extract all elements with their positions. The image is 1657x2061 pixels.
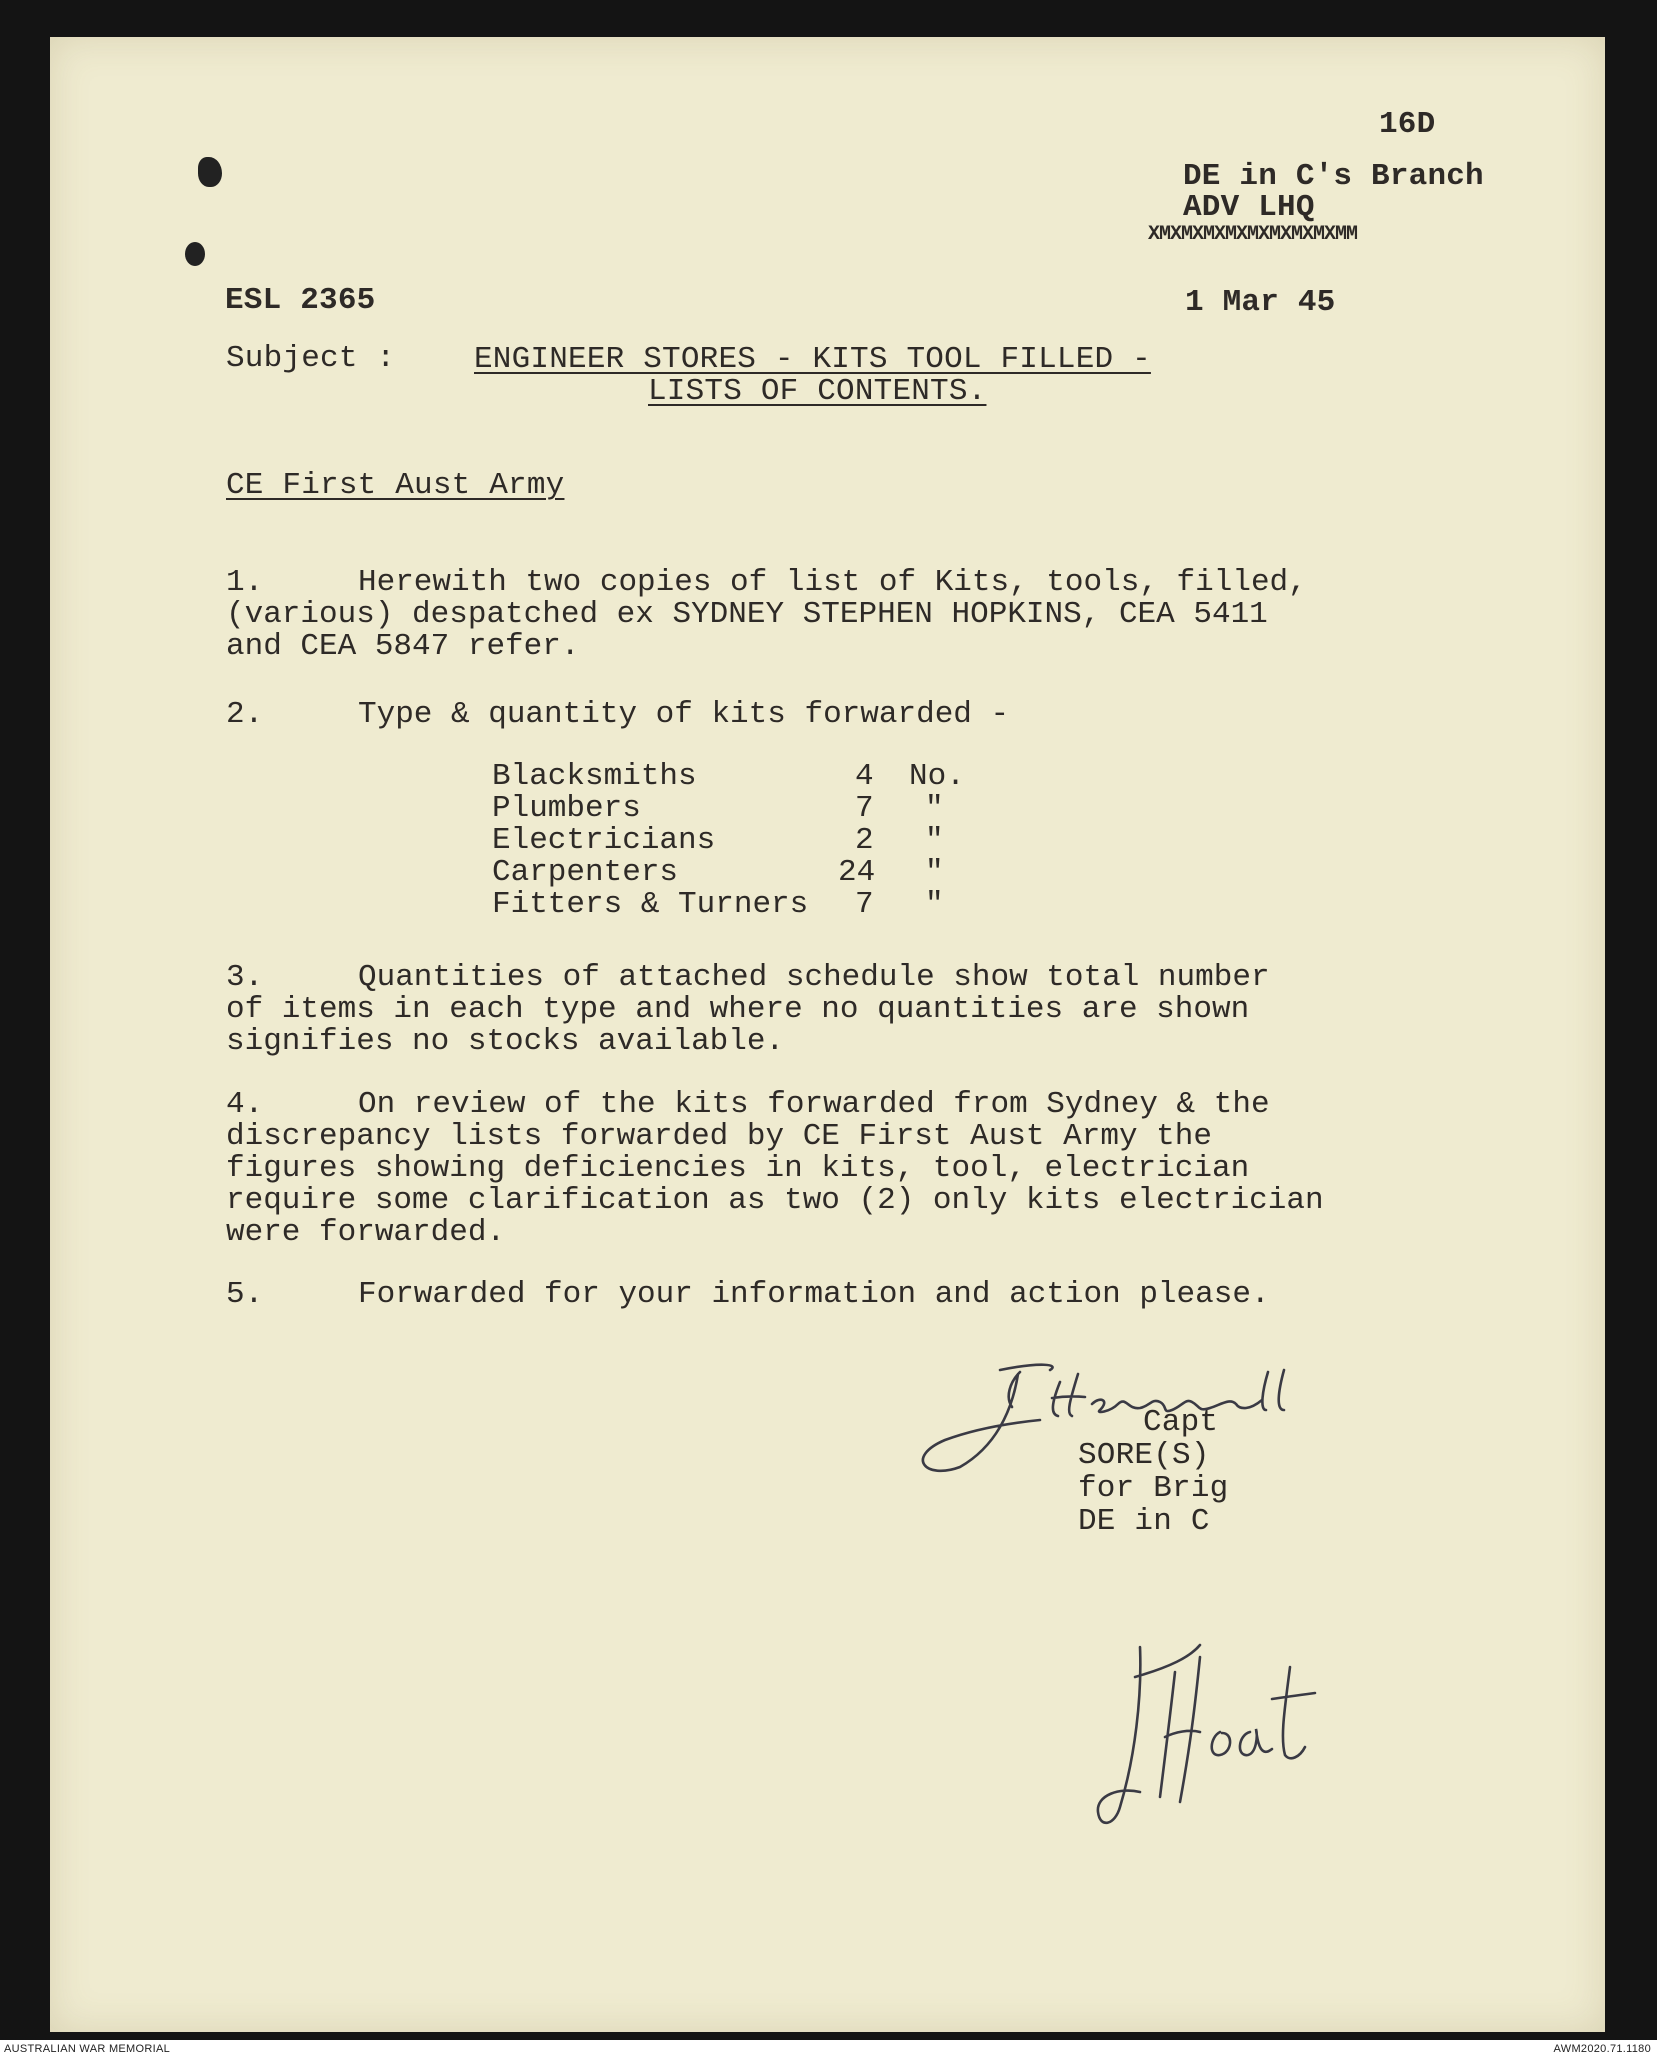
punch-hole-bottom (185, 242, 205, 266)
signatory-for-line: for Brig (1078, 1471, 1229, 1506)
paragraph-line: figures showing deficiencies in kits, tool, electrician (226, 1151, 1250, 1186)
struck-out-text: XMXMXMXMXMXMXMXMXMM (1148, 223, 1358, 246)
kit-quantity: 4 (855, 759, 874, 794)
paragraph-line: Forwarded for your information and action please. (358, 1277, 1270, 1312)
paragraph-1 (226, 567, 1426, 667)
page-number: 16D (1379, 107, 1436, 142)
paragraph-line: discrepancy lists forwarded by CE First Aust Army the (226, 1119, 1212, 1154)
signatory-office: DE in C (1078, 1504, 1210, 1539)
paragraph-number: 2. (226, 697, 264, 732)
subject-line-2: LISTS OF CONTENTS. (648, 374, 987, 409)
paragraph-line: require some clarification as two (2) only kits electrician (226, 1183, 1324, 1218)
kit-unit: " (925, 887, 944, 922)
paragraph-line: Type & quantity of kits forwarded - (358, 697, 1010, 732)
kit-quantity: 7 (855, 887, 874, 922)
paragraph-line: were forwarded. (226, 1215, 506, 1250)
footer-right: AWM2020.71.1180 (1553, 2043, 1651, 2055)
kit-type: Carpenters (492, 855, 679, 890)
addressee: CE First Aust Army (226, 468, 565, 503)
paragraph-line: Quantities of attached schedule show total number (358, 960, 1270, 995)
punch-hole-top (198, 157, 222, 187)
kit-unit: " (925, 855, 944, 890)
paragraph-3 (226, 962, 1426, 1062)
paragraph-4 (226, 1089, 1426, 1259)
document-page (50, 37, 1605, 2032)
paragraph-line: signifies no stocks available. (226, 1024, 785, 1059)
kit-unit: " (925, 791, 944, 826)
kit-type: Plumbers (492, 791, 641, 826)
kit-unit: " (925, 823, 944, 858)
kits-table (50, 761, 1605, 931)
footer-left: AUSTRALIAN WAR MEMORIAL (4, 2043, 171, 2055)
handwritten-initials (1080, 1637, 1320, 1837)
branch-heading: DE in C's Branch (1183, 159, 1484, 194)
signatory-rank: Capt (1143, 1405, 1219, 1440)
paragraph-line: (various) despatched ex SYDNEY STEPHEN HOPKINS, CEA 5411 (226, 597, 1268, 632)
kit-quantity: 7 (855, 791, 874, 826)
signatory-appointment: SORE(S) (1078, 1438, 1210, 1473)
paragraph-line: On review of the kits forwarded from Sydney & the (358, 1087, 1270, 1122)
subject-line-1: ENGINEER STORES - KITS TOOL FILLED - (474, 342, 1151, 377)
kit-type: Electricians (492, 823, 716, 858)
paragraph-number: 1. (226, 565, 264, 600)
kit-unit: No. (909, 759, 965, 794)
paragraph-line: and CEA 5847 refer. (226, 629, 580, 664)
kit-type: Blacksmiths (492, 759, 697, 794)
kit-type: Fitters & Turners (492, 887, 809, 922)
paragraph-2 (226, 699, 1426, 739)
subject-label: Subject : (226, 341, 396, 376)
paragraph-line: of items in each type and where no quantities are shown (226, 992, 1250, 1027)
paragraph-line: Herewith two copies of list of Kits, tools, filled, (358, 565, 1307, 600)
document-date: 1 Mar 45 (1185, 285, 1336, 320)
reference-number: ESL 2365 (225, 283, 376, 318)
kit-quantity: 2 (855, 823, 874, 858)
paragraph-number: 4. (226, 1087, 264, 1122)
paragraph-5 (226, 1279, 1426, 1319)
paragraph-number: 5. (226, 1277, 264, 1312)
paragraph-number: 3. (226, 960, 264, 995)
unit-heading: ADV LHQ (1183, 190, 1315, 225)
kit-quantity: 24 (838, 855, 876, 890)
